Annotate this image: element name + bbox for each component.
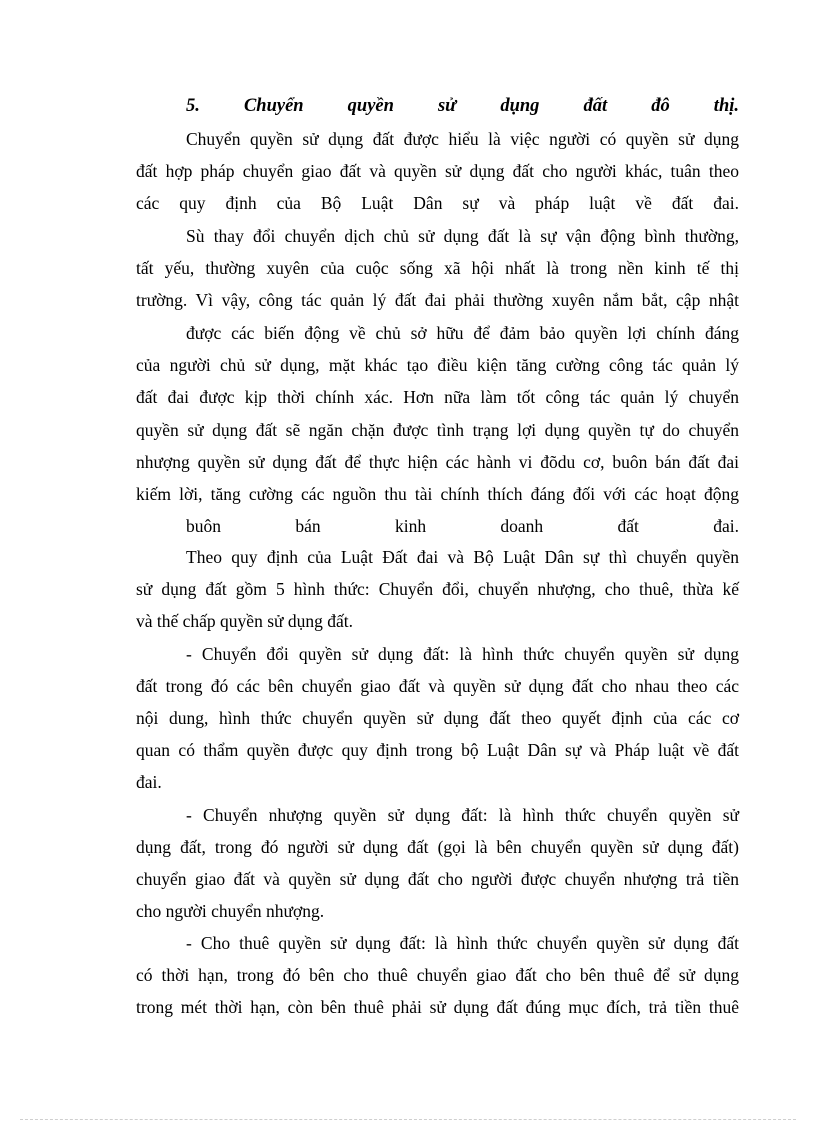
- text-line: được các biến động về chủ sở hữu để đảm bảo quyền lợi chính đáng: [186, 323, 739, 343]
- text-line: kiếm lời, tăng cường các nguồn thu tài chính thích đáng đối với các hoạt động: [136, 484, 739, 504]
- text-line: cho người chuyển nhượng.: [136, 901, 325, 921]
- text-line: - Chuyển đổi quyền sử dụng đất: là hình thức chuyển quyền sử dụng: [186, 644, 739, 664]
- page-bottom-divider: [20, 1119, 796, 1120]
- text-line: các quy định của Bộ Luật Dân sự và pháp luật về đất đai.: [136, 193, 739, 213]
- text-line: có thời hạn, trong đó bên cho thuê chuyển giao đất cho bên thuê để sử dụng: [136, 965, 739, 985]
- text-line: tất yếu, thường xuyên của cuộc sống xã hội nhất là trong nền kinh tế thị: [136, 258, 739, 278]
- text-line: Sù thay đổi chuyển dịch chủ sử dụng đất là sự vận động bình thường,: [186, 226, 739, 246]
- text-line: - Chuyển nhượng quyền sử dụng đất: là hình thức chuyển quyền sử: [186, 805, 739, 825]
- text-line: đất đai được kịp thời chính xác. Hơn nữa làm tốt công tác quản lý chuyển: [136, 387, 739, 407]
- text-line: Theo quy định của Luật Đất đai và Bộ Luật Dân sự thì chuyển quyền: [186, 547, 739, 567]
- text-line: đai.: [136, 772, 162, 792]
- text-line: trong mét thời hạn, còn bên thuê phải sử dụng đất đúng mục đích, trả tiền thuê: [136, 997, 739, 1017]
- text-line: buôn bán kinh doanh đất đai.: [186, 516, 739, 536]
- text-line: quan có thẩm quyền được quy định trong bộ Luật Dân sự và Pháp luật về đất: [136, 740, 739, 760]
- text-line: Chuyển quyền sử dụng đất được hiểu là việc người có quyền sử dụng: [186, 129, 739, 149]
- text-line: của người chủ sử dụng, mặt khác tạo điều kiện tăng cường công tác quản lý: [136, 355, 739, 375]
- text-line: sử dụng đất gồm 5 hình thức: Chuyển đổi, chuyển nhượng, cho thuê, thừa kế: [136, 579, 739, 599]
- text-line: nội dung, hình thức chuyển quyền sử dụng đất theo quyết định của các cơ: [136, 708, 739, 728]
- text-line: nhượng quyền sử dụng đất để thực hiện các hành vi đõdu cơ, buôn bán đất đai: [136, 452, 739, 472]
- section-heading: 5. Chuyển quyền sử dụng đất đô thị.: [186, 96, 739, 116]
- text-line: trường. Vì vậy, công tác quản lý đất đai phải thường xuyên nắm bắt, cập nhật: [136, 290, 739, 310]
- text-line: quyền sử dụng đất sẽ ngăn chặn được tình trạng lợi dụng quyền tự do chuyển: [136, 420, 739, 440]
- text-line: đất hợp pháp chuyển giao đất và quyền sử dụng đất cho người khác, tuân theo: [136, 161, 739, 181]
- text-line: dụng đất, trong đó người sử dụng đất (gọi là bên chuyển quyền sử dụng đất): [136, 837, 739, 857]
- text-line: đất trong đó các bên chuyển giao đất và quyền sử dụng đất cho nhau theo các: [136, 676, 739, 696]
- text-line: - Cho thuê quyền sử dụng đất: là hình thức chuyển quyền sử dụng đất: [186, 933, 739, 953]
- text-line: chuyển giao đất và quyền sử dụng đất cho người được chuyển nhượng trả tiền: [136, 869, 739, 889]
- text-line: và thế chấp quyền sử dụng đất.: [136, 611, 353, 631]
